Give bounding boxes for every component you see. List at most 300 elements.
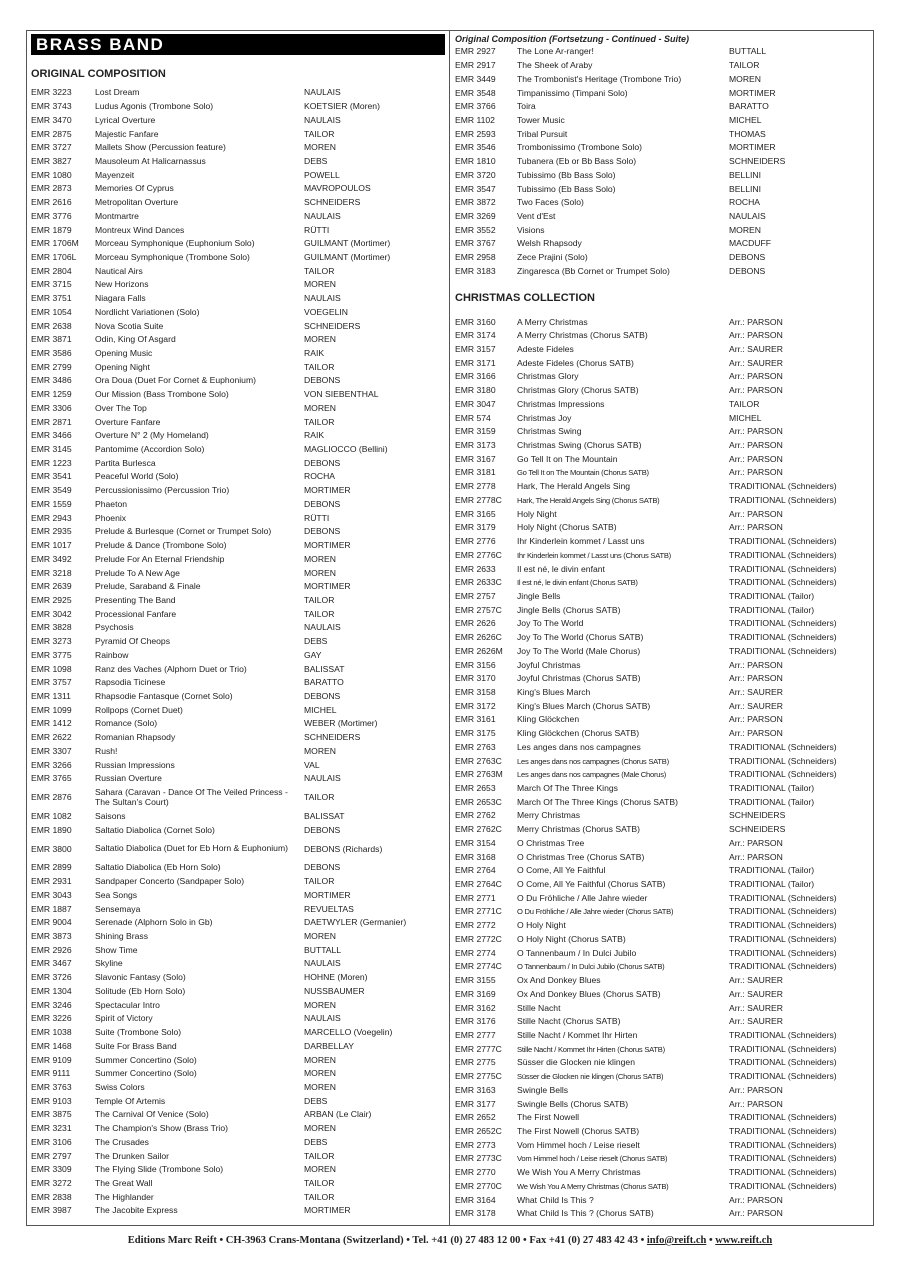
catalog-title: Saltatio Diabolica (Cornet Solo) (95, 825, 215, 835)
catalog-code: EMR 2773 (455, 1139, 496, 1150)
catalog-code: EMR 3307 (31, 745, 72, 756)
catalog-title: Joy To The World (Male Chorus) (517, 646, 641, 656)
catalog-title: Solitude (Eb Horn Solo) (95, 986, 186, 996)
catalog-row (31, 823, 445, 837)
catalog-code: EMR 3163 (455, 1084, 496, 1095)
catalog-code: EMR 2770 (455, 1167, 496, 1178)
catalog-title: Tubissimo (Eb Bass Solo) (517, 184, 616, 194)
catalog-row (455, 809, 870, 823)
catalog-row (455, 425, 870, 439)
catalog-code: EMR 2926 (31, 944, 72, 955)
catalog-title: March Of The Three Kings (517, 784, 618, 794)
catalog-title: Suite For Brass Band (95, 1041, 177, 1051)
catalog-code: EMR 1706L (31, 251, 77, 262)
catalog-composer: TAILOR (304, 1192, 335, 1202)
catalog-composer: NAULAIS (304, 959, 341, 969)
catalog-row (455, 329, 870, 343)
catalog-title: Prelude To A New Age (95, 568, 180, 578)
catalog-title: A Merry Christmas (517, 317, 588, 327)
catalog-composer: WEBER (Mortimer) (304, 719, 378, 729)
footer-email-link[interactable]: info@reift.ch (646, 1235, 707, 1246)
catalog-row (31, 1149, 445, 1163)
catalog-composer: NAULAIS (304, 623, 341, 633)
catalog-title: O Christmas Tree (Chorus SATB) (517, 852, 645, 862)
catalog-code: EMR 3145 (31, 444, 72, 455)
catalog-title: The Highlander (95, 1192, 154, 1202)
catalog-composer: DAETWYLER (Germanier) (304, 918, 407, 928)
catalog-row (455, 182, 870, 196)
catalog-row (31, 347, 445, 361)
catalog-row (31, 484, 445, 498)
catalog-title: Pyramid Of Cheops (95, 637, 170, 647)
catalog-row (455, 727, 870, 741)
catalog-code: EMR 3309 (31, 1164, 72, 1175)
catalog-code: EMR 2653 (455, 783, 496, 794)
catalog-title: Adeste Fideles (517, 345, 574, 355)
catalog-code: EMR 3160 (455, 316, 496, 327)
catalog-title: Nova Scotia Suite (95, 321, 164, 331)
catalog-row (31, 525, 445, 539)
catalog-row (31, 998, 445, 1012)
catalog-code: EMR 2917 (455, 60, 496, 71)
catalog-title: The Lone Ar-ranger! (517, 47, 594, 57)
catalog-row (31, 902, 445, 916)
catalog-row (455, 315, 870, 329)
brass-band-banner (31, 34, 445, 55)
catalog-code: EMR 3272 (31, 1177, 72, 1188)
catalog-row (31, 278, 445, 292)
catalog-row (455, 494, 870, 508)
catalog-code: EMR 3246 (31, 999, 72, 1010)
catalog-composer: TRADITIONAL (Schneiders) (729, 1181, 837, 1191)
catalog-code: EMR 2757 (455, 590, 496, 601)
catalog-composer: TRADITIONAL (Schneiders) (729, 1126, 837, 1136)
catalog-composer: REVUELTAS (304, 904, 354, 914)
catalog-row (31, 676, 445, 690)
catalog-row (455, 1193, 870, 1207)
footer-web-link[interactable]: www.reift.ch (715, 1235, 773, 1246)
catalog-code: EMR 2958 (455, 252, 496, 263)
catalog-row (31, 415, 445, 429)
catalog-title: We Wish You A Merry Christmas (Chorus SATB) (517, 1181, 669, 1191)
catalog-code: EMR 3171 (455, 357, 496, 368)
catalog-composer: ROCHA (729, 198, 761, 208)
catalog-code: EMR 2797 (31, 1150, 72, 1161)
catalog-title: Rapsodia Ticinese (95, 678, 166, 688)
catalog-title: Il est né, le divin enfant (517, 564, 605, 574)
catalog-code: EMR 3586 (31, 348, 72, 359)
catalog-code: EMR 3154 (455, 837, 496, 848)
catalog-row (31, 552, 445, 566)
catalog-code: EMR 3547 (455, 183, 496, 194)
catalog-composer: NAULAIS (304, 88, 341, 98)
catalog-row (31, 360, 445, 374)
catalog-title: Romanian Rhapsody (95, 733, 176, 743)
catalog-row (455, 1097, 870, 1111)
catalog-row (455, 617, 870, 631)
catalog-title: Temple Of Artemis (95, 1096, 166, 1106)
catalog-composer: DEBONS (304, 863, 341, 873)
catalog-row (31, 690, 445, 704)
catalog-code: EMR 3552 (455, 224, 496, 235)
catalog-code: EMR 3174 (455, 330, 496, 341)
catalog-code: EMR 3875 (31, 1109, 72, 1120)
catalog-code: EMR 1038 (31, 1027, 72, 1038)
catalog-row (455, 100, 870, 114)
catalog-row (455, 1070, 870, 1084)
catalog-title: Rainbow (95, 650, 129, 660)
catalog-composer: NAULAIS (729, 211, 766, 221)
catalog-row (31, 786, 445, 810)
catalog-title: Stille Nacht (517, 1003, 561, 1013)
catalog-code: EMR 3177 (455, 1098, 496, 1109)
catalog-code: EMR 3466 (31, 430, 72, 441)
catalog-code: EMR 2633 (455, 563, 496, 574)
catalog-title: Rollpops (Cornet Duet) (95, 705, 183, 715)
catalog-row (31, 209, 445, 223)
catalog-title: Niagara Falls (95, 294, 146, 304)
catalog-code: EMR 3727 (31, 142, 72, 153)
catalog-title: Two Faces (Solo) (517, 198, 584, 208)
catalog-title: The Carnival Of Venice (Solo) (95, 1110, 209, 1120)
catalog-code: EMR 2763 (455, 741, 496, 752)
catalog-title: Phoenix (95, 513, 127, 523)
catalog-composer: DEBONS (729, 266, 766, 276)
catalog-code: EMR 3155 (455, 975, 496, 986)
catalog-code: EMR 3757 (31, 677, 72, 688)
footer-tel: Tel. +41 (0) 27 483 12 00 (412, 1235, 521, 1246)
catalog-row (31, 429, 445, 443)
catalog-code: EMR 3871 (31, 334, 72, 345)
catalog-code: EMR 574 (455, 412, 491, 423)
catalog-title: O Du Fröhliche / Alle Jahre wieder (Chorus SATB) (517, 907, 674, 917)
catalog-code: EMR 2777C (455, 1043, 502, 1054)
catalog-title: O Holy Night (Chorus SATB) (517, 934, 626, 944)
catalog-row (31, 251, 445, 265)
catalog-row (31, 566, 445, 580)
catalog-code: EMR 3223 (31, 87, 72, 98)
catalog-title: Show Time (95, 945, 138, 955)
catalog-title: Les anges dans nos campagnes (Chorus SATB) (517, 756, 669, 766)
catalog-title: Our Mission (Bass Trombone Solo) (95, 390, 229, 400)
catalog-title: Stille Nacht / Kommet Ihr Hirten (517, 1030, 638, 1040)
catalog-composer: TAILOR (729, 399, 760, 409)
catalog-composer: GAY (304, 650, 322, 660)
catalog-title: We Wish You A Merry Christmas (517, 1168, 641, 1178)
catalog-composer: SCHNEIDERS (729, 811, 786, 821)
catalog-title: O Holy Night (517, 921, 566, 931)
catalog-composer: NAULAIS (304, 294, 341, 304)
catalog-title: Vom Himmel hoch / Leise rieselt (517, 1140, 640, 1150)
catalog-code: EMR 3827 (31, 155, 72, 166)
continued-heading: Original Composition (Fortsetzung - Continued - Suite) (455, 34, 689, 44)
catalog-title: Russian Impressions (95, 760, 175, 770)
catalog-code: EMR 3269 (455, 210, 496, 221)
catalog-composer: TRADITIONAL (Schneiders) (729, 907, 837, 917)
catalog-composer: TRADITIONAL (Schneiders) (729, 1058, 837, 1068)
catalog-composer: RAIK (304, 349, 325, 359)
catalog-row (455, 864, 870, 878)
catalog-composer: DEBS (304, 1137, 328, 1147)
catalog-code: EMR 1098 (31, 663, 72, 674)
catalog-title: The First Nowell (Chorus SATB) (517, 1126, 640, 1136)
catalog-row (31, 127, 445, 141)
catalog-composer: RAIK (304, 431, 325, 441)
catalog-composer: DEBS (304, 1096, 328, 1106)
catalog-row (455, 452, 870, 466)
catalog-row (31, 1190, 445, 1204)
catalog-title: Sensemaya (95, 904, 141, 914)
catalog-code: EMR 3167 (455, 453, 496, 464)
catalog-composer: TAILOR (304, 1178, 335, 1188)
catalog-row (31, 648, 445, 662)
catalog-composer: MORTIMER (304, 890, 351, 900)
catalog-title: Over The Top (95, 403, 147, 413)
catalog-row (455, 850, 870, 864)
catalog-row (31, 1081, 445, 1095)
catalog-code: EMR 2626 (455, 618, 496, 629)
catalog-row (31, 943, 445, 957)
catalog-code: EMR 1412 (31, 718, 72, 729)
catalog-title: Summer Concertino (Solo) (95, 1055, 197, 1065)
catalog-title: King's Blues March (Chorus SATB) (517, 701, 651, 711)
catalog-composer: BUTTALL (304, 945, 342, 955)
catalog-title: Jingle Bells (Chorus SATB) (517, 605, 621, 615)
catalog-code: EMR 2776C (455, 549, 502, 560)
catalog-row (31, 580, 445, 594)
catalog-title: The Trombonist's Heritage (Trombone Trio) (517, 74, 682, 84)
catalog-code: EMR 1223 (31, 457, 72, 468)
catalog-row (455, 168, 870, 182)
catalog-composer: MOREN (304, 746, 336, 756)
catalog-code: EMR 3161 (455, 714, 496, 725)
catalog-row (31, 1204, 445, 1218)
catalog-row (455, 878, 870, 892)
catalog-composer: Arr.: PARSON (729, 1195, 783, 1205)
catalog-composer: MOREN (304, 403, 336, 413)
catalog-title: Il est né, le divin enfant (Chorus SATB) (517, 578, 638, 588)
catalog-code: EMR 2774 (455, 947, 496, 958)
catalog-code: EMR 2871 (31, 416, 72, 427)
footer-publisher: Editions Marc Reift (127, 1235, 217, 1246)
catalog-composer: TRADITIONAL (Schneiders) (729, 578, 837, 588)
catalog-composer: TRADITIONAL (Tailor) (729, 797, 815, 807)
catalog-code: EMR 3157 (455, 344, 496, 355)
catalog-row (455, 127, 870, 141)
catalog-title: The Flying Slide (Trombone Solo) (95, 1165, 224, 1175)
catalog-code: EMR 3776 (31, 210, 72, 221)
catalog-composer: THOMAS (729, 129, 766, 139)
catalog-title: Opening Music (95, 349, 153, 359)
catalog-code: EMR 3179 (455, 522, 496, 533)
catalog-title: Ludus Agonis (Trombone Solo) (95, 102, 214, 112)
catalog-composer: MOREN (729, 225, 761, 235)
catalog-composer: DEBONS (304, 825, 341, 835)
catalog-code: EMR 2771 (455, 892, 496, 903)
catalog-title: Jingle Bells (517, 591, 561, 601)
catalog-composer: Arr.: SAURER (729, 687, 783, 697)
catalog-title: Go Tell It on The Mountain (517, 454, 618, 464)
catalog-title: What Child Is This ? (517, 1195, 594, 1205)
catalog-title: Ihr Kinderlein kommet / Lasst uns (517, 537, 645, 547)
catalog-composer: Arr.: PARSON (729, 386, 783, 396)
catalog-code: EMR 1890 (31, 824, 72, 835)
catalog-row (455, 223, 870, 237)
catalog-row (455, 1207, 870, 1221)
catalog-composer: TRADITIONAL (Schneiders) (729, 619, 837, 629)
catalog-row (31, 155, 445, 169)
catalog-row (31, 889, 445, 903)
catalog-row (31, 182, 445, 196)
catalog-row (455, 672, 870, 686)
catalog-composer: Arr.: SAURER (729, 345, 783, 355)
catalog-title: Rhapsodie Fantasque (Cornet Solo) (95, 691, 233, 701)
catalog-code: EMR 3767 (455, 238, 496, 249)
footer: Editions Marc Reift • CH-3963 Crans-Montana (Switzerland) • Tel. +41 (0) 27 483 12 00 • Fax +41 (0) 27 483 42 43 • info@reift.ch • www.reift.ch (127, 1235, 773, 1246)
catalog-row (455, 1125, 870, 1139)
catalog-row (455, 590, 870, 604)
catalog-row (455, 919, 870, 933)
catalog-code: EMR 2799 (31, 361, 72, 372)
catalog-code: EMR 2626M (455, 645, 503, 656)
catalog-row (455, 946, 870, 960)
catalog-row (31, 875, 445, 889)
catalog-row (455, 658, 870, 672)
catalog-row (455, 251, 870, 265)
catalog-composer: TAILOR (304, 609, 335, 619)
catalog-title: Rush! (95, 746, 118, 756)
catalog-code: EMR 3042 (31, 608, 72, 619)
catalog-row (455, 1001, 870, 1015)
catalog-title: Russian Overture (95, 774, 162, 784)
catalog-title: Vom Himmel hoch / Leise rieselt (Chorus SATB) (517, 1154, 668, 1164)
catalog-title: Saisons (95, 812, 126, 822)
catalog-composer: RÜTTI (304, 225, 330, 235)
catalog-title: The Crusades (95, 1137, 149, 1147)
catalog-composer: DEBONS (304, 527, 341, 537)
catalog-code: EMR 3549 (31, 485, 72, 496)
catalog-title: Holy Night (Chorus SATB) (517, 523, 617, 533)
catalog-title: Holy Night (517, 509, 557, 519)
catalog-title: Visions (517, 225, 545, 235)
brass-band-heading: BRASS BAND (36, 35, 165, 54)
catalog-composer: TRADITIONAL (Schneiders) (729, 893, 837, 903)
catalog-code: EMR 1099 (31, 704, 72, 715)
catalog-title: Ora Doua (Duet For Cornet & Euphonium) (95, 376, 256, 386)
catalog-composer: Arr.: PARSON (729, 317, 783, 327)
catalog-row (31, 745, 445, 759)
catalog-title: Montreux Wind Dances (95, 225, 185, 235)
original-composition-list (31, 86, 445, 1218)
catalog-code: EMR 2652C (455, 1125, 502, 1136)
catalog-code: EMR 3987 (31, 1205, 72, 1216)
catalog-title: Majestic Fanfare (95, 129, 159, 139)
catalog-code: EMR 3106 (31, 1136, 72, 1147)
catalog-composer: TRADITIONAL (Schneiders) (729, 742, 837, 752)
catalog-code: EMR 9111 (31, 1068, 71, 1079)
catalog-code: EMR 1304 (31, 985, 72, 996)
catalog-title: What Child Is This ? (Chorus SATB) (517, 1209, 654, 1219)
catalog-composer: TRADITIONAL (Schneiders) (729, 537, 837, 547)
catalog-code: EMR 2771C (455, 906, 502, 917)
catalog-code: EMR 2772 (455, 920, 496, 931)
catalog-row (455, 782, 870, 796)
catalog-composer: MICHEL (304, 705, 337, 715)
catalog-title: The Champion's Show (Brass Trio) (95, 1124, 228, 1134)
catalog-composer: KOETSIER (Moren) (304, 102, 380, 112)
catalog-composer: TRADITIONAL (Schneiders) (729, 550, 837, 560)
catalog-row (455, 141, 870, 155)
catalog-code: EMR 3720 (455, 169, 496, 180)
catalog-code: EMR 3158 (455, 686, 496, 697)
catalog-title: Saltatio Diabolica (Eb Horn Solo) (95, 863, 221, 873)
catalog-row (31, 264, 445, 278)
catalog-row (455, 548, 870, 562)
catalog-code: EMR 3180 (455, 385, 496, 396)
catalog-row (455, 521, 870, 535)
catalog-title: Overture Fanfare (95, 417, 161, 427)
catalog-composer: MAVROPOULOS (304, 184, 371, 194)
catalog-composer: MORTIMER (304, 486, 351, 496)
catalog-row (455, 974, 870, 988)
catalog-composer: TRADITIONAL (Schneiders) (729, 1030, 837, 1040)
catalog-code: EMR 2876 (31, 792, 72, 803)
catalog-code: EMR 3743 (31, 101, 72, 112)
catalog-composer: NUSSBAUMER (304, 986, 365, 996)
catalog-row (455, 960, 870, 974)
catalog-code: EMR 2775C (455, 1071, 502, 1082)
catalog-composer: VON SIEBENTHAL (304, 390, 379, 400)
catalog-title: Sahara (Caravan - Dance Of The Veiled Princess - The Sultan's Court) (95, 788, 288, 807)
catalog-title: Metropolitan Overture (95, 198, 179, 208)
catalog-composer: MOREN (304, 143, 336, 153)
catalog-code: EMR 3751 (31, 293, 72, 304)
catalog-title: The Jacobite Express (95, 1206, 178, 1216)
catalog-composer: Arr.: SAURER (729, 1003, 783, 1013)
catalog-title: Tubissimo (Bb Bass Solo) (517, 170, 616, 180)
catalog-code: EMR 2770C (455, 1180, 502, 1191)
catalog-row (455, 905, 870, 919)
catalog-composer: TAILOR (304, 877, 335, 887)
catalog-code: EMR 9103 (31, 1095, 72, 1106)
catalog-row (31, 1039, 445, 1053)
catalog-code: EMR 3162 (455, 1002, 496, 1013)
catalog-composer: MARCELLO (Voegelin) (304, 1028, 393, 1038)
catalog-code: EMR 3266 (31, 759, 72, 770)
catalog-composer: BUTTALL (729, 47, 767, 57)
catalog-title: Presenting The Band (95, 595, 176, 605)
catalog-composer: ROCHA (304, 472, 336, 482)
catalog-title: Mayenzeit (95, 170, 135, 180)
catalog-row (455, 1152, 870, 1166)
catalog-row (31, 916, 445, 930)
catalog-code: EMR 3273 (31, 636, 72, 647)
catalog-code: EMR 3165 (455, 508, 496, 519)
catalog-row (455, 1056, 870, 1070)
catalog-composer: TRADITIONAL (Schneiders) (729, 1140, 837, 1150)
catalog-title: Morceau Symphonique (Trombone Solo) (95, 252, 250, 262)
catalog-title: Joy To The World (Chorus SATB) (517, 633, 644, 643)
catalog-row (455, 466, 870, 480)
catalog-code: EMR 3218 (31, 567, 72, 578)
catalog-code: EMR 3546 (455, 142, 496, 153)
catalog-composer: Arr.: PARSON (729, 1099, 783, 1109)
catalog-code: EMR 3156 (455, 659, 496, 670)
catalog-code: EMR 2616 (31, 197, 72, 208)
catalog-composer: Arr.: PARSON (729, 509, 783, 519)
catalog-row (455, 1166, 870, 1180)
catalog-row (31, 319, 445, 333)
